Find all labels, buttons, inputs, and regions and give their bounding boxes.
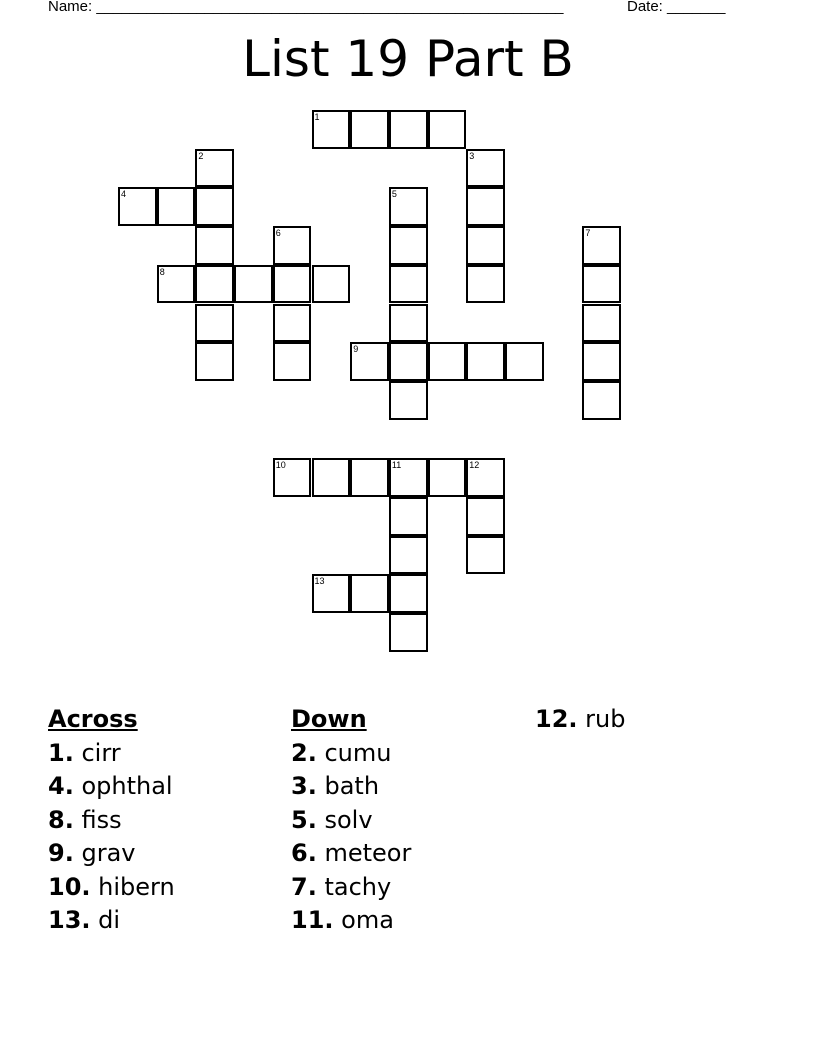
grid-cell[interactable] (389, 381, 428, 420)
across-clues (48, 703, 175, 938)
grid-cell[interactable] (389, 536, 428, 575)
clue-item (291, 837, 411, 871)
clue-number: 2 (198, 150, 204, 161)
grid-cell[interactable] (389, 187, 428, 226)
grid-cell[interactable] (350, 574, 389, 613)
clue-item (535, 703, 625, 737)
clue-item (48, 837, 175, 871)
clue-item (48, 871, 175, 905)
grid-cell[interactable] (582, 265, 621, 304)
clue-item (48, 804, 175, 838)
clue-item (291, 737, 411, 771)
clue-number: 3. (291, 772, 317, 800)
grid-cell[interactable] (505, 342, 544, 381)
clue-number: 6 (275, 228, 281, 239)
clue-number: 7 (585, 228, 591, 239)
down-clues (291, 703, 411, 938)
clue-item (291, 904, 411, 938)
grid-cell[interactable] (195, 265, 234, 304)
grid-cell[interactable] (157, 187, 196, 226)
grid-cell[interactable] (312, 574, 351, 613)
grid-cell[interactable] (312, 458, 351, 497)
clue-item (291, 804, 411, 838)
clue-text: tachy (324, 872, 392, 901)
clue-number: 4 (121, 189, 127, 200)
clue-text: meteor (324, 839, 412, 867)
grid-cell[interactable] (466, 187, 505, 226)
clue-number: 5. (291, 805, 317, 834)
clue-number: 9 (353, 344, 359, 355)
clue-text: bath (324, 772, 380, 800)
grid-cell[interactable] (312, 265, 351, 304)
clue-text: oma (341, 906, 394, 934)
clue-text: solv (324, 805, 373, 834)
grid-cell[interactable] (350, 342, 389, 381)
grid-cell[interactable] (273, 304, 312, 343)
grid-cell[interactable] (466, 342, 505, 381)
grid-cell[interactable] (350, 458, 389, 497)
clue-text: rub (585, 705, 626, 733)
grid-cell[interactable] (312, 110, 351, 149)
grid-cell[interactable] (389, 304, 428, 343)
grid-cell[interactable] (234, 265, 273, 304)
grid-cell[interactable] (389, 574, 428, 613)
clue-number: 8. (48, 805, 74, 834)
clue-number: 11. (291, 906, 334, 934)
grid-cell[interactable] (195, 226, 234, 265)
grid-cell[interactable] (195, 149, 234, 188)
clue-number: 3 (469, 150, 475, 161)
grid-cell[interactable] (466, 536, 505, 575)
clue-item (48, 904, 175, 938)
grid-cell[interactable] (389, 497, 428, 536)
grid-cell[interactable] (195, 187, 234, 226)
grid-cell[interactable] (428, 342, 467, 381)
grid-cell[interactable] (157, 265, 196, 304)
down-heading: Down (291, 705, 367, 733)
grid-cell[interactable] (118, 187, 157, 226)
date-field: Date: _______ (627, 0, 726, 15)
grid-cell[interactable] (273, 265, 312, 304)
clue-number: 1. (48, 738, 74, 767)
clue-number: 6. (291, 839, 317, 867)
clue-number: 11 (391, 460, 402, 471)
clue-number: 13 (314, 576, 325, 587)
clue-text: cumu (324, 738, 392, 767)
clue-number: 10 (275, 460, 286, 471)
clue-number: 4. (48, 772, 74, 800)
clue-number: 1 (314, 112, 320, 122)
grid-cell[interactable] (582, 381, 621, 420)
grid-cell[interactable] (273, 226, 312, 265)
clue-number: 2. (291, 738, 317, 767)
clue-item (291, 871, 411, 905)
clue-number: 12 (469, 460, 480, 471)
clue-number: 7. (291, 872, 317, 901)
grid-cell[interactable] (582, 226, 621, 265)
clue-item (48, 737, 175, 771)
grid-cell[interactable] (466, 226, 505, 265)
clue-text: fiss (81, 805, 122, 834)
grid-cell[interactable] (466, 149, 505, 188)
clue-number: 5 (391, 189, 397, 200)
grid-cell[interactable] (195, 304, 234, 343)
page-title: List 19 Part B (242, 30, 574, 88)
clue-text: cirr (81, 738, 121, 767)
grid-cell[interactable] (582, 342, 621, 381)
clue-text: grav (81, 839, 136, 867)
grid-cell[interactable] (428, 458, 467, 497)
down-clues-continued (535, 703, 625, 737)
grid-cell[interactable] (389, 265, 428, 304)
grid-cell[interactable] (466, 265, 505, 304)
clue-text: di (98, 906, 121, 934)
name-field: Name: ________________________________________________________ (48, 0, 564, 15)
clue-item (48, 770, 175, 804)
grid-cell[interactable] (389, 458, 428, 497)
grid-cell[interactable] (389, 342, 428, 381)
grid-cell[interactable] (350, 110, 389, 149)
across-heading: Across (48, 705, 138, 733)
grid-cell[interactable] (273, 342, 312, 381)
grid-cell[interactable] (389, 613, 428, 652)
clue-number: 9. (48, 839, 74, 867)
clue-number: 8 (159, 266, 165, 277)
grid-cell[interactable] (195, 342, 234, 381)
clue-item (291, 770, 411, 804)
grid-cell[interactable] (389, 110, 428, 149)
clue-number: 13. (48, 906, 91, 934)
clue-number: 10. (48, 872, 91, 901)
clue-text: hibern (98, 872, 175, 901)
grid-cell[interactable] (273, 458, 312, 497)
clue-text: ophthal (81, 772, 173, 800)
grid-cell[interactable] (389, 226, 428, 265)
grid-cell[interactable] (428, 110, 467, 149)
grid-cell[interactable] (582, 304, 621, 343)
grid-cell[interactable] (466, 497, 505, 536)
grid-cell[interactable] (466, 458, 505, 497)
clue-number: 12. (535, 705, 578, 733)
